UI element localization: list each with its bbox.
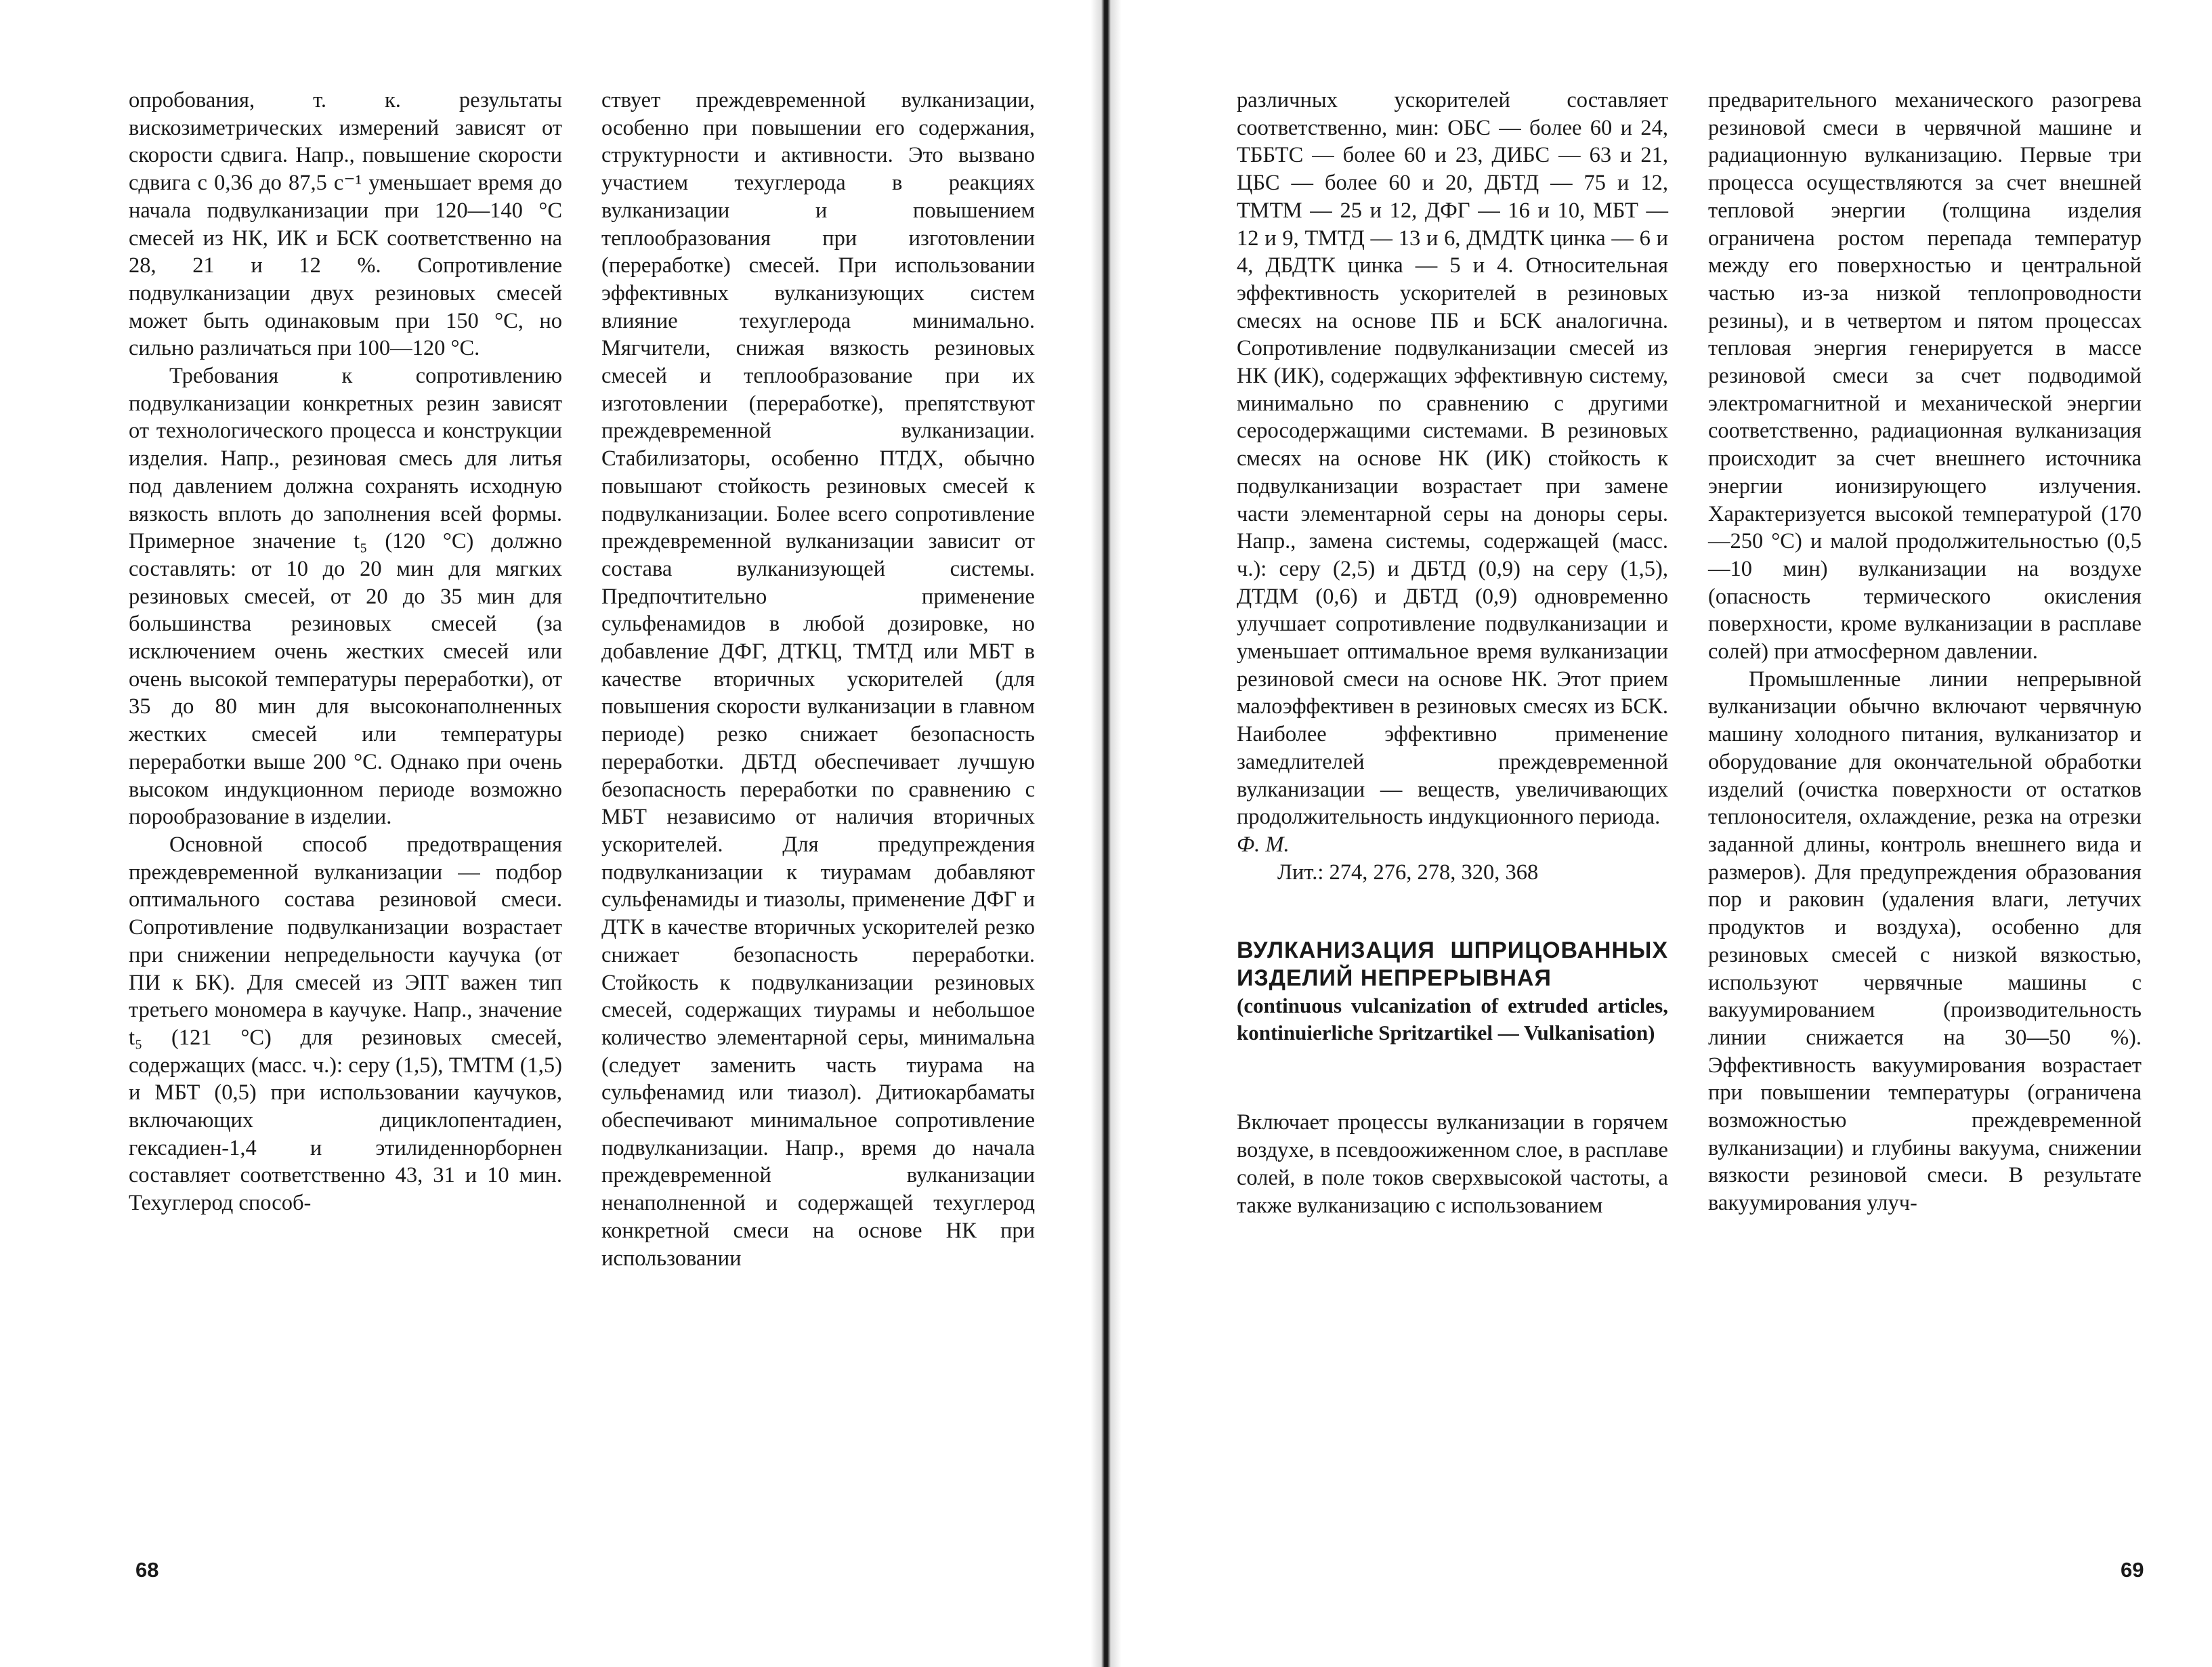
- entry-intro: Включает процессы вулканизации в горячем воздухе, в псевдоожиженном слое, в расплаве солей, в поле токов сверхвысокой частоты, а также вулканизацию с использованием: [1237, 1110, 1668, 1218]
- paragraph: различных ускорителей составляет соответственно, мин: ОБС — более 60 и 24, ТББТС — более 60 и 23, ДИБС — 63 и 21, ЦБС — более 60 и 20, ДБТД — 75 и 12, ТМТМ — 25 и 12, ДФГ — 16 и 10, МБТ — 12 и 9, ТМТД — 13 и 6, ДМДТК цинка — 6 и 4, ДБДТК цинка — 5 и 4. Относительная эффективность ускорителей в резиновых смесях на основе ПБ и БСК аналогична. Сопротивление подвулканизации смесей из НК (ИК), содержащих эффективную систему, минимально по сравнению с другими серосодержащими системами. В резиновых смесях на основе НК (ИК) стойкость к подвулканизации возрастает при замене части элементарной серы на доноры серы. Напр., замена системы, содержащей (масс. ч.): серу (2,5) и ДБТД (0,9) на серу (1,5), ДТДМ (0,6) и ДБТД (0,9) одновременно улучшает сопротивление подвулканизации и уменьшает оптимальное время вулканизации резиновой смеси на основе НК. Этот прием малоэффективен в резиновых смесях из БСК. Наиболее эффективно применение замедлителей преждевременной вулканизации — веществ, увеличивающих продолжительность индукционного периода.: [1237, 88, 1668, 830]
- entry-subtitle: (continuous vulcanization of extruded articles, kontinuierliche Spritzartikel — Vulkanisation): [1237, 994, 1668, 1045]
- paragraph: Промышленные линии непрерывной вулканизации обычно включают червячную машину холодного питания, вулканизатор и оборудование для окончательной обработки изделий (очистка поверхности от остатков теплоносителя, охлаждение, резка на отрезки заданной длины, контроль внешнего вида и размеров). Для предупреждения образования пор и раковин (удаления влаги, летучих продуктов и воздуха), особенно для резиновых смесей с низкой вязкостью, используют червячные машины с вакуумированием (производительность линии снижается на 30—50 %). Эффективность вакуумирования возрастает при повышении температуры (ограничена возможностью преждевременной вулканизации) и глубины вакуума, снижении вязкости резиновой смеси. В результате вакуумирования улуч-: [1708, 667, 2142, 1216]
- left-column-2: [601, 87, 1035, 1272]
- page-number-left: 68: [135, 1558, 159, 1582]
- entry-title: ВУЛКАНИЗАЦИЯ ШПРИЦОВАННЫХ ИЗДЕЛИЙ НЕПРЕРЫВНАЯ: [1237, 937, 1668, 992]
- author-initials: Ф. М.: [1237, 832, 1290, 857]
- literature-references: Лит.: 274, 276, 278, 320, 368: [1277, 860, 1539, 885]
- paragraph: опробования, т. к. результаты вискозиметрических измерений зависят от скорости сдвига. Напр., повышение скорости сдвига с 0,36 до 87,5 с⁻¹ уменьшает время до начала подвулканизации при 120—140 °С смесей из НК, ИК и БСК соответственно на 28, 21 и 12 %. Сопротивление подвулканизации двух резиновых смесей может быть одинаковым при 150 °С, но сильно различаться при 100—120 °С.: [129, 88, 562, 361]
- paragraph: Основной способ предотвращения преждевременной вулканизации — подбор оптимального состава резиновой смеси. Сопротивление подвулканизации возрастает при снижении непредельности каучука (от ПИ к БК). Для смесей из ЭПТ важен тип третьего мономера в каучуке. Напр., значение t₅ (121 °С) для резиновых смесей, содержащих (масс. ч.): серу (1,5), ТМТМ (1,5) и МБТ (0,5) при использовании каучуков, включающих дициклопентадиен, гексадиен-1,4 и этилиденнорборнен составляет соответственно 43, 31 и 10 мин. Техуглерод способ-: [129, 832, 562, 1216]
- left-page: [0, 0, 1090, 1667]
- paragraph: ствует преждевременной вулканизации, особенно при повышении его содержания, структурности и активности. Это вызвано участием техуглерода в реакциях вулканизации и повышением теплообразования при изготовлении (переработке) смесей. При использовании эффективных вулканизующих систем влияние техуглерода минимально. Мягчители, снижая вязкость резиновых смесей и теплообразование при их изготовлении (переработке), препятствуют преждевременной вулканизации. Стабилизаторы, особенно ПТДХ, обычно повышают стойкость резиновых смесей к подвулканизации. Более всего сопротивление преждевременной вулканизации зависит от состава вулканизующей системы. Предпочтительно применение сульфенамидов в любой дозировке, но добавление ДФГ, ДТКЦ, ТМТД или МБТ в качестве вторичных ускорителей (для повышения скорости вулканизации в главном периоде) резко снижает безопасность переработки. ДБТД обеспечивает лучшую безопасность переработки по сравнению с МБТ независимо от наличия вторичных ускорителей. Для предупреждения подвулканизации к тиурамам добавляют сульфенамиды и тиазолы, применение ДФГ и ДТК в качестве вторичных ускорителей резко снижает безопасность переработки. Стойкость к подвулканизации резиновых смесей, содержащих тиурамы и небольшое количество элементарной серы, минимальна (следует заменить часть тиурама на сульфенамид или тиазол). Дитиокарбаматы обеспечивают минимальное сопротивление подвулканизации. Напр., время до начала преждевременной вулканизации ненаполненной и содержащей техуглерод конкретной смеси на основе НК при использовании: [601, 88, 1035, 1271]
- right-column-1: [1237, 87, 1668, 1219]
- paragraph: предварительного механического разогрева резиновой смеси в червячной машине и радиационную вулканизацию. Первые три процесса осуществляются за счет внешней тепловой энергии (толщина изделия ограничена ростом перепада температур между его поверхностью и центральной частью из-за низкой теплопроводности резины), и в четвертом и пятом процессах тепловая энергия генерируется в массе резиновой смеси за счет подводимой электромагнитной и механической энергии соответственно, радиационная вулканизация происходит за счет внешнего источника энергии ионизирующего излучения. Характеризуется высокой температурой (170—250 °С) и малой продолжительностью (0,5—10 мин) вулканизации на воздухе (опасность термического окисления поверхности, кроме вулканизации в расплаве солей) при атмосферном давлении.: [1708, 88, 2142, 664]
- page-number-right: 69: [2121, 1558, 2144, 1582]
- book-spine: [1090, 0, 1122, 1667]
- right-column-2: [1708, 87, 2142, 1217]
- left-column-1: [129, 87, 562, 1217]
- paragraph: Требования к сопротивлению подвулканизации конкретных резин зависят от технологического процесса и конструкции изделия. Напр., резиновая смесь для литья под давлением должна сохранять исходную вязкость вплоть до заполнения всей формы. Примерное значение t₅ (120 °С) должно составлять: от 10 до 20 мин для мягких резиновых смесей, от 20 до 35 мин для большинства резиновых смесей (за исключением очень жестких смесей или очень высокой температуры переработки), от 35 до 80 мин для высоконаполненных жестких смесей или температуры переработки выше 200 °С. Однако при очень высоком индукционном периоде возможно порообразование в изделии.: [129, 364, 562, 830]
